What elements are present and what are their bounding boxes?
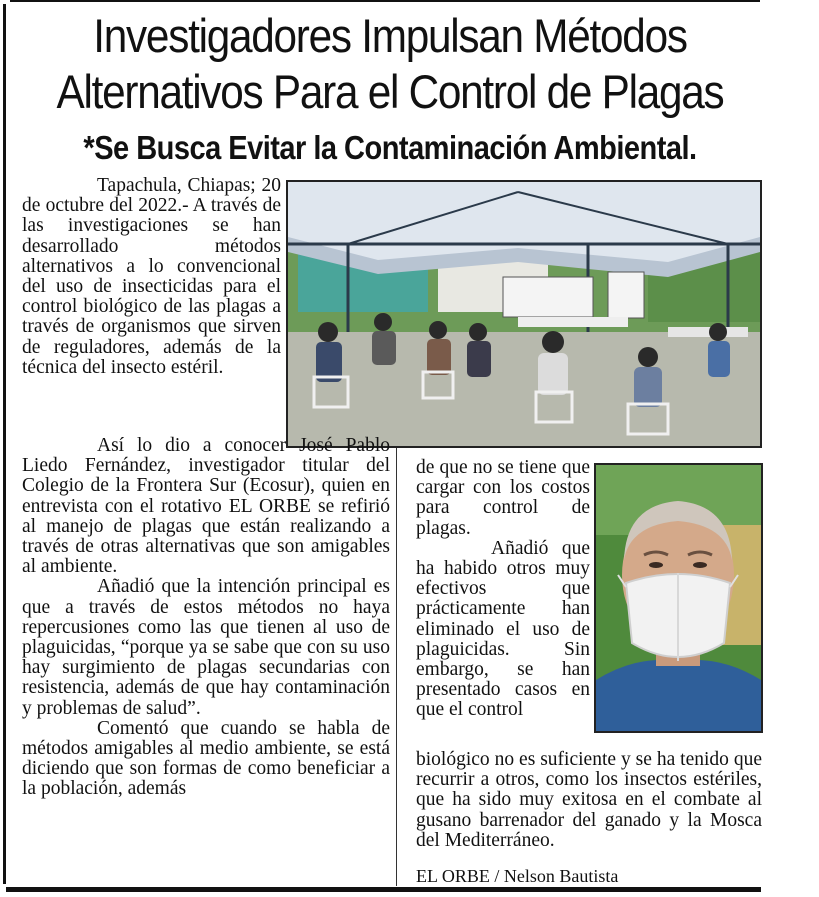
column-rule [396,448,397,886]
bottom-rule [6,887,761,892]
article-headline [48,8,732,120]
paragraph-attribution: Así lo dio a conocer José Pablo Liedo Fernández, investigador titular del Colegio de la Frontera Sur (Ecosur), quien en entrevista con el rotativo EL ORBE se refirió al manejo de plagas que están realizando a través de otras alternativas que son amigables al ambiente. [22,435,390,578]
column-1-bottom [22,436,390,800]
paragraph-comment: Comentó que cuando se habla de métodos amigables al medio ambiente, se está diciendo que son formas de como beneficiar a la población, además [22,717,390,800]
paragraph-effective: Añadió que ha habido otros muy efectivos que prácticamente han eliminado el uso de plaguicidas. Sin embargo, se han presentado casos en que el control [416,537,590,721]
left-rule [3,4,6,884]
column-2-wide [416,750,762,851]
paragraph-intention: Añadió que la intención principal es que a través de estos métodos no haya repercusiones como las que tienen al uso de plaguicidas, “porque ya se sabe que con su uso hay surgimiento de plagas secundarias con resistencia, además de que hay contaminación y problemas de salud”. [22,576,390,719]
paragraph-biological: biológico no es suficiente y se ha tenido que recurrir a otros, como los insectos estériles, que ha sido muy exitosa en el combate al gusano barrenador del ganado y la Mosca del Mediterráneo. [416,749,762,851]
paragraph-lead: Tapachula, Chiapas; 20 de octubre del 2022.- A través de las investigaciones se han desarrollado métodos alternativos a lo convencional del uso de insecticidas para el control biológico de las plagas a través de organismos que sirven de reguladores, además de la técnica del insecto estéril. [22,175,281,378]
article-credit: EL ORBE / Nelson Bautista [416,866,619,886]
photo-workshop-tent [286,180,762,448]
column-2-narrow [416,458,590,721]
article-subheadline: *Se Busca Evitar la Contaminación Ambiental. [83,129,697,166]
column-1-top [22,176,281,378]
headline-line-1: Investigadores Impulsan Métodos [93,9,687,62]
paragraph-costs: de que no se tiene que cargar con los costos para control de plagas. [416,457,590,539]
headline-line-2: Alternativos Para el Control de Plagas [56,65,724,118]
photo-researcher-portrait [594,463,763,733]
top-rule [10,0,760,2]
